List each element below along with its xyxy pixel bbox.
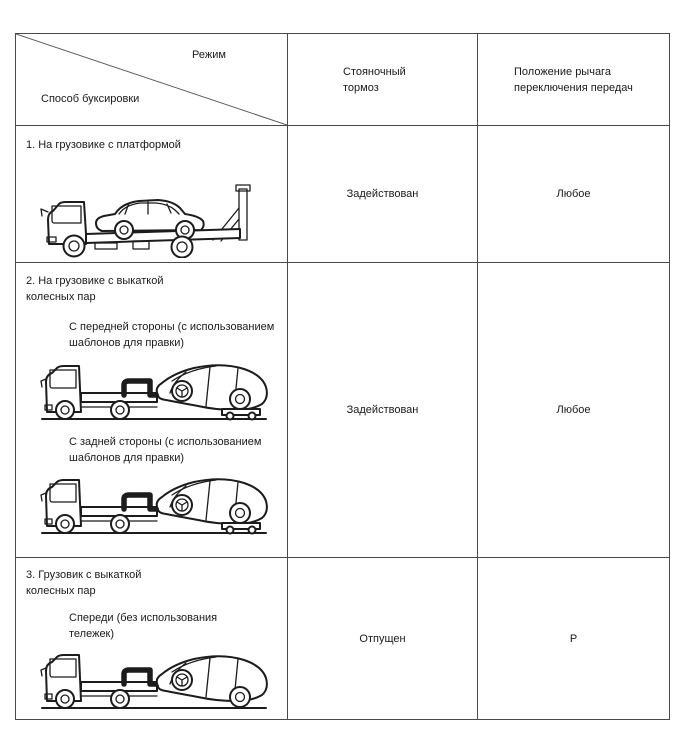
flatbed-truck-carrying-car-illustration bbox=[32, 182, 268, 258]
parking-brake-header-cell bbox=[288, 34, 478, 126]
method-cell-wheel-lift-dolly bbox=[16, 263, 288, 558]
method-title: 3. Грузовик с выкаткой колесных пар bbox=[26, 569, 142, 597]
method-cell-flatbed bbox=[16, 126, 288, 263]
sub-method-front-label: С передней стороны (с использованием шаблонов для правки) bbox=[69, 321, 275, 349]
shift-position-value: Любое bbox=[556, 404, 591, 416]
shift-lever-header-cell bbox=[478, 34, 670, 126]
parking-brake-header-line2: тормоз bbox=[343, 82, 379, 94]
shift-position-value: Любое bbox=[556, 188, 591, 200]
sub-method-front-no-dolly-label: Спереди (без использования тележек) bbox=[69, 612, 218, 640]
parking-brake-value-cell bbox=[288, 263, 478, 558]
tow-truck-front-lift-rear-wheels-on-ground-illustration bbox=[36, 644, 272, 712]
towing-method-header-label: Способ буксировки bbox=[41, 93, 140, 105]
parking-brake-header-line1: Стояночный bbox=[343, 66, 406, 78]
sub-method-rear-label: С задней стороны (с использованием шаблонов для правки) bbox=[69, 436, 262, 464]
tow-truck-rear-lift-car-on-dolly-illustration bbox=[36, 469, 272, 537]
method-cell-wheel-lift-no-dolly bbox=[16, 558, 288, 720]
parking-brake-value-cell bbox=[288, 558, 478, 720]
shift-lever-header-line2: переключения передач bbox=[514, 82, 633, 94]
diagonal-divider bbox=[16, 34, 287, 125]
parking-brake-value: Задействован bbox=[346, 188, 419, 200]
shift-position-value-cell bbox=[478, 263, 670, 558]
parking-brake-value: Отпущен bbox=[359, 632, 406, 645]
tow-truck-front-lift-car-on-dolly-illustration bbox=[36, 355, 272, 423]
method-title: 2. На грузовике с выкаткой колесных пар bbox=[26, 275, 164, 303]
parking-brake-value-cell bbox=[288, 126, 478, 263]
header-corner-cell bbox=[16, 34, 288, 126]
method-title: 1. На грузовике с платформой bbox=[26, 139, 181, 151]
mode-header-label: Режим bbox=[192, 49, 226, 61]
shift-position-value-cell bbox=[478, 126, 670, 263]
shift-lever-header-line1: Положение рычага bbox=[514, 66, 611, 78]
parking-brake-value: Задействован bbox=[346, 404, 419, 416]
towing-method-table bbox=[15, 33, 670, 720]
shift-position-value-cell bbox=[478, 558, 670, 720]
shift-position-value: P bbox=[569, 632, 578, 645]
